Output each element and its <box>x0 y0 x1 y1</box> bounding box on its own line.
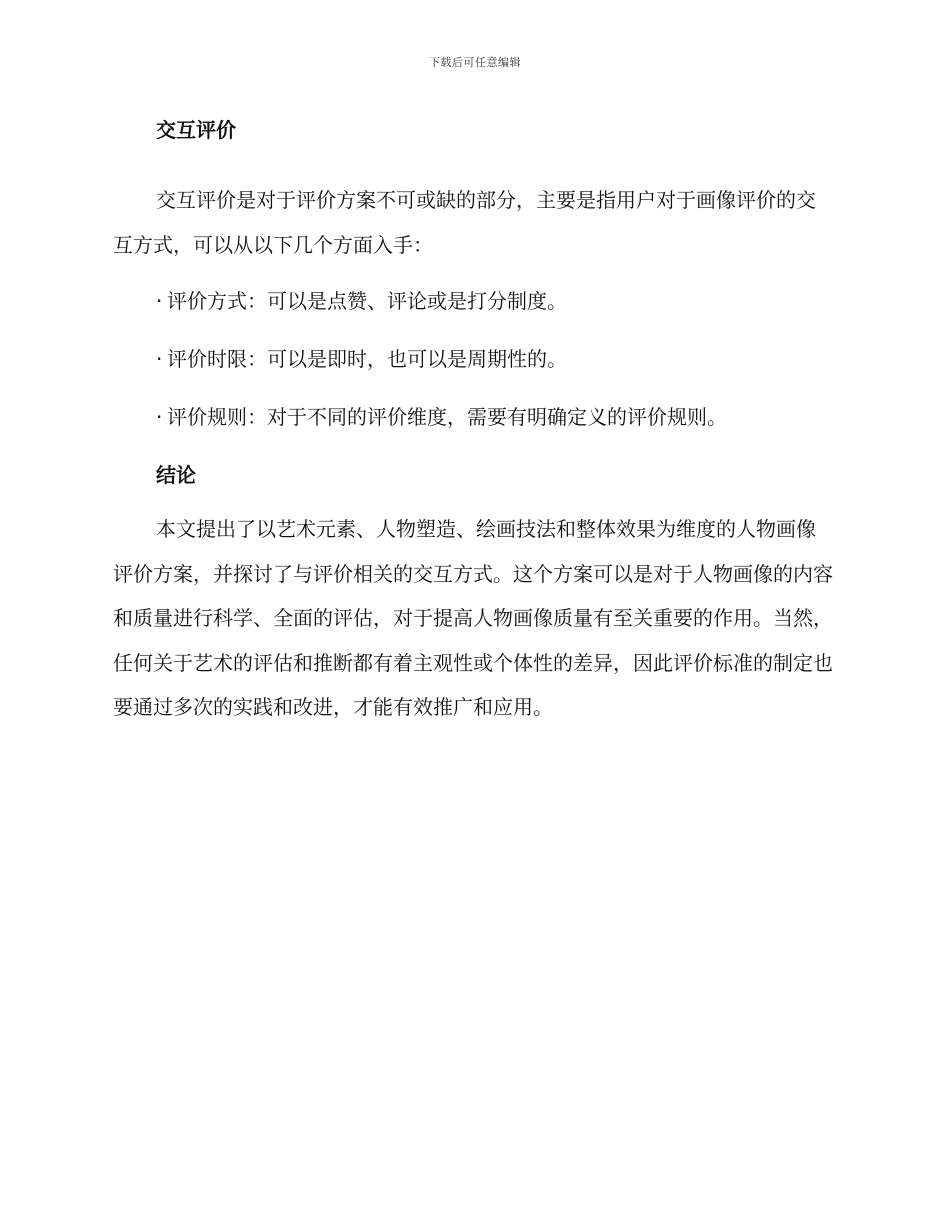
page-header-note: 下载后可任意编辑 <box>429 56 521 69</box>
interaction-criteria-list <box>113 279 833 439</box>
section-heading-conclusion: 结论 <box>156 463 196 487</box>
section-heading-interaction: 交互评价 <box>156 118 236 142</box>
bullet-icon: · <box>156 347 163 371</box>
conclusion-paragraph: 本文提出了以艺术元素、人物塑造、绘画技法和整体效果为维度的人物画像评价方案，并探讨了与评价相关的交互方式。这个方案可以是对于人物画像的内容和质量进行科学、全面的评估，对于提高人物画像质量有至关重要的作用。当然，任何关于艺术的评估和推断都有着主观性或个体性的差异，因此评价标准的制定也要通过多次的实践和改进，才能有效推广和应用。 <box>113 517 833 719</box>
bullet-icon: · <box>156 289 163 313</box>
list-item <box>156 279 833 323</box>
list-item <box>156 395 833 439</box>
list-item-text: 评价规则：对于不同的评价维度，需要有明确定义的评价规则。 <box>167 405 727 429</box>
interaction-intro-paragraph: 交互评价是对于评价方案不可或缺的部分，主要是指用户对于画像评价的交互方式，可以从以下几个方面入手： <box>113 188 816 257</box>
bullet-icon: · <box>156 405 163 429</box>
list-item <box>156 337 833 381</box>
list-item-text: 评价时限：可以是即时，也可以是周期性的。 <box>167 347 567 371</box>
document-body <box>113 108 833 742</box>
list-item-text: 评价方式：可以是点赞、评论或是打分制度。 <box>167 289 567 313</box>
